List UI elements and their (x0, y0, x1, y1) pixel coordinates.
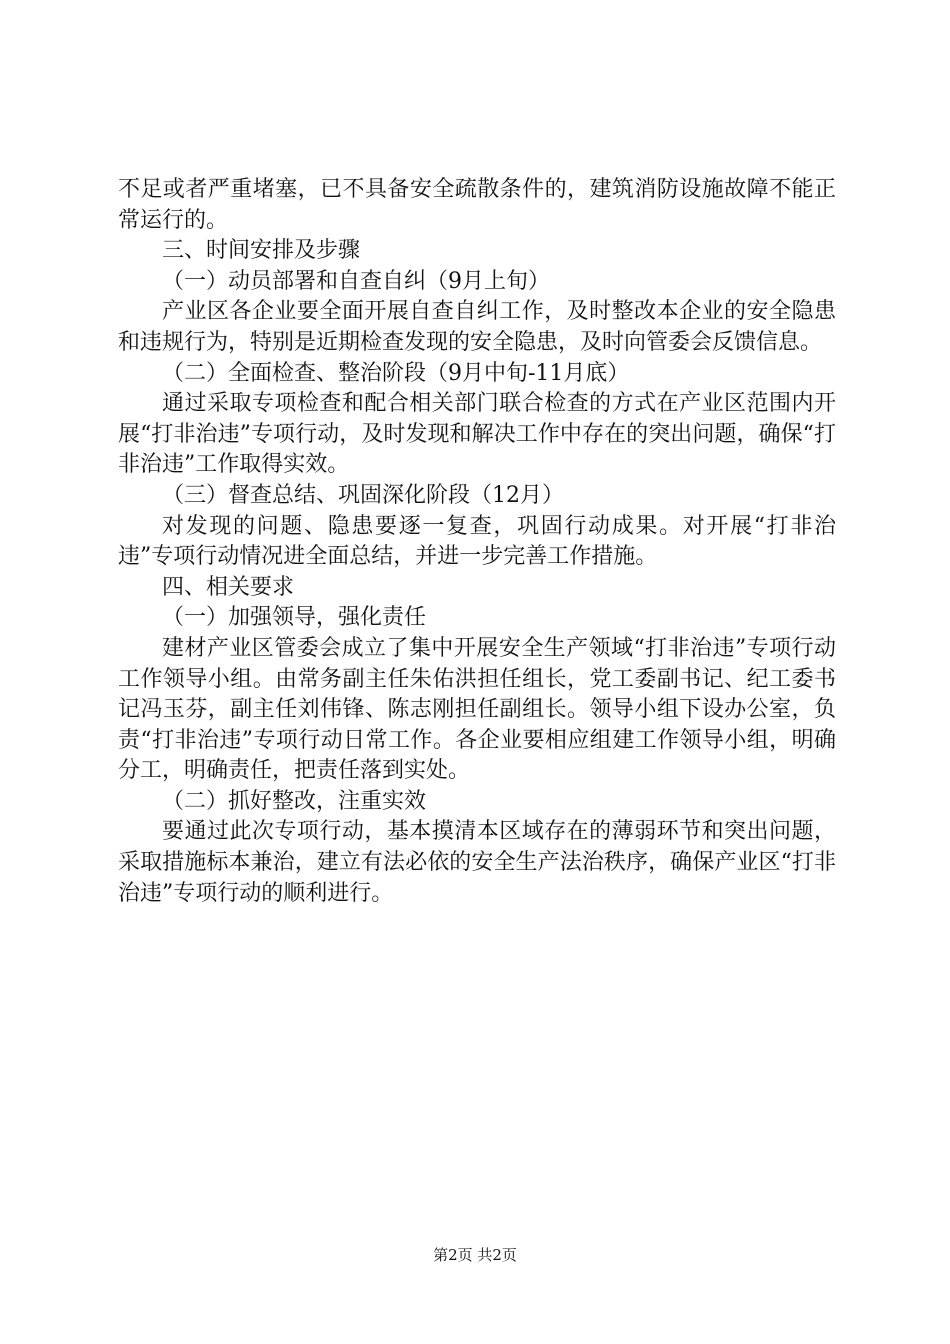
paragraph-inspection: 通过采取专项检查和配合相关部门联合检查的方式在产业区范围内开展“打非治违”专项行动，及时发现和解决工作中存在的突出问题，确保“打非治违”工作取得实效。 (118, 391, 836, 478)
page-number-footer: 第2页 共2页 (433, 1246, 517, 1264)
paragraph-continuation: 不足或者严重堵塞，已不具备安全疏散条件的，建筑消防设施故障不能正常运行的。 (118, 177, 836, 233)
subheading-leadership: （一）加强领导，强化责任 (162, 605, 427, 631)
subheading-mobilization: （一）动员部署和自查自纠（9月上旬） (162, 268, 550, 294)
subheading-rectification: （二）抓好整改，注重实效 (162, 788, 427, 814)
paragraph-self-check: 产业区各企业要全面开展自查自纠工作，及时整改本企业的安全隐患和违规行为，特别是近期检查发现的安全隐患，及时向管委会反馈信息。 (118, 299, 836, 355)
subheading-inspection: （二）全面检查、整治阶段（9月中旬-11月底） (162, 360, 630, 386)
paragraph-leadership: 建材产业区管委会成立了集中开展安全生产领域“打非治违”专项行动工作领导小组。由常务副主任朱佑洪担任组长，党工委副书记、纪工委书记冯玉芬，副主任刘伟锋、陈志刚担任副组长。领导小组下设办公室，负责“打非治违”专项行动日常工作。各企业要相应组建工作领导小组，明确分工，明确责任，把责任落到实处。 (118, 635, 836, 784)
section-heading-requirements: 四、相关要求 (162, 574, 295, 600)
document-body (118, 175, 836, 909)
subheading-summary: （三）督查总结、巩固深化阶段（12月） (162, 482, 564, 508)
paragraph-rectification: 要通过此次专项行动，基本摸清本区域存在的薄弱环节和突出问题，采取措施标本兼治，建立有法必依的安全生产法治秩序，确保产业区“打非治违”专项行动的顺利进行。 (118, 819, 836, 906)
paragraph-summary: 对发现的问题、隐患要逐一复查，巩固行动成果。对开展“打非治违”专项行动情况进全面总结，并进一步完善工作措施。 (118, 513, 836, 570)
section-heading-schedule: 三、时间安排及步骤 (162, 238, 361, 264)
